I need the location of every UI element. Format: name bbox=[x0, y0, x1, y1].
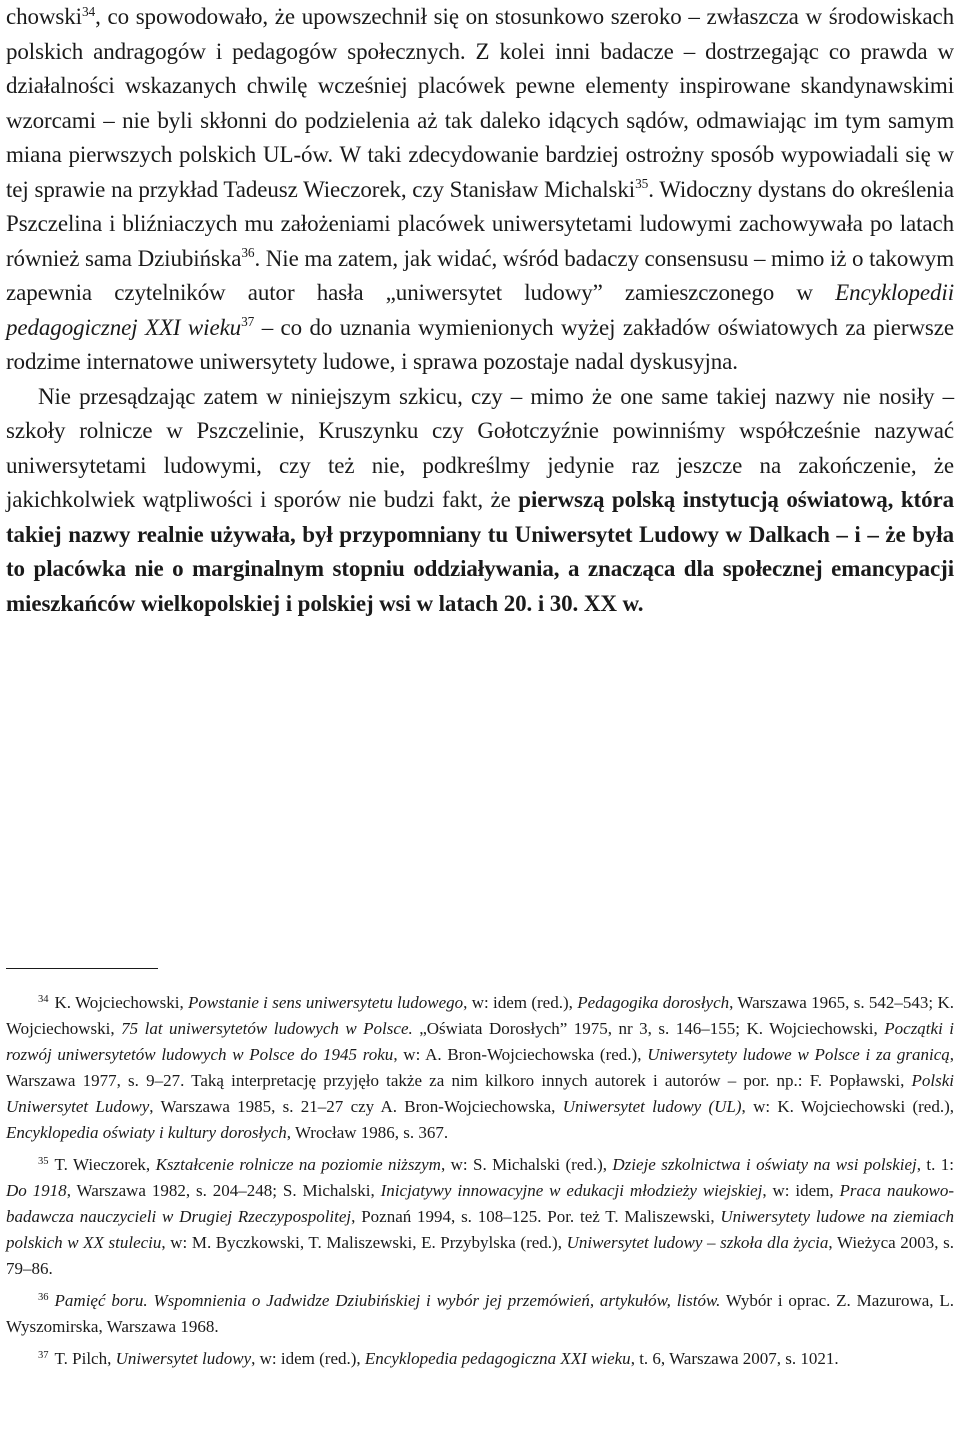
footnote-text bbox=[6, 993, 954, 1142]
text-run: Pedagogika dorosłych bbox=[577, 993, 730, 1012]
text-run: Uniwersytet ludowy (UL) bbox=[562, 1097, 742, 1116]
text-run: , Warszawa 1977, s. 9–27. Taką interpretację przyjęło także za nim kilkoro innych autorek i autorów – por. np.: F. Popławski, bbox=[6, 1045, 954, 1090]
footnote bbox=[6, 1152, 954, 1282]
text-run: , Warszawa 1982, s. 204–248; S. Michalski, bbox=[66, 1181, 381, 1200]
text-run: , Warszawa 1985, s. 21–27 czy A. Bron-Wojciechowska, bbox=[149, 1097, 563, 1116]
text-run: 75 lat uniwersytetów ludowych w Polsce. bbox=[121, 1019, 413, 1038]
text-run: , w: idem, bbox=[762, 1181, 840, 1200]
text-run: pierwszą polską instytucją oświatową, która takiej nazwy realnie używała, był przypomniany tu Uniwersytet Ludowy w Dalkach – i – że była to placówka nie o marginalnym stopniu oddziaływania, a znacząca dla społecznej emancypacji mieszkańców wielkopolskiej i polskiej wsi w latach 20. i 30. XX w. bbox=[6, 487, 955, 616]
text-run: , w: idem (red.), bbox=[251, 1349, 365, 1368]
text-run: , t. 6, Warszawa 2007, s. 1021. bbox=[630, 1349, 839, 1368]
text-run: , w: K. Wojciechowski (red.), bbox=[741, 1097, 954, 1116]
footnote-number: 36 bbox=[38, 1292, 49, 1304]
text-run: „Oświata Dorosłych” 1975, nr 3, s. 146–155; K. Wojciechowski, bbox=[412, 1019, 885, 1038]
text-run: , w: M. Byczkowski, T. Maliszewski, E. Przybylska (red.), bbox=[161, 1233, 567, 1252]
footnote-number: 37 bbox=[38, 1350, 49, 1362]
text-run: Encyklopedia pedagogiczna XXI wieku bbox=[364, 1349, 631, 1368]
text-run: Początki i rozwój uniwersytetów ludowych w Polsce do 1945 roku bbox=[6, 1019, 955, 1064]
footnotes bbox=[6, 990, 954, 1378]
text-run: , co spowodowało, że upowszechnił się on stosunkowo szeroko – zwłaszcza w środowiskach polskich andragogów i pedagogów społecznych. Z kolei inni badacze – dostrzegając co prawda w działalności wskazanych chwilę wcześniej placówek pewne elementy inspirowane skandynawskimi wzorcami – nie byli skłonni do podzielenia aż tak daleko idących sądów, odmawiając im tym samym miana pierwszych polskich UL-ów. W taki zdecydowanie bardziej ostrożny sposób wypowiadali się w tej sprawie na przykład Tadeusz Wieczorek, czy Stanisław Michalski bbox=[6, 4, 954, 202]
text-run: Uniwersytety ludowe na ziemiach polskich w XX stuleciu bbox=[6, 1207, 954, 1252]
text-run: , t. 1: bbox=[916, 1155, 955, 1174]
text-run: Nie przesądzając zatem w niniejszym szkicu, czy – mimo że one same takiej nazwy nie nosiły – szkoły rolnicze w Pszczelinie, Kruszynku czy Gołotczyźnie powinniśmy współcześnie nazywać uniwersytetami ludowymi, czy też nie, podkreślmy jedynie raz jeszcze na zakończenie, że jakichkolwiek wątpliwości i sporów nie budzi fakt, że bbox=[6, 383, 954, 512]
text-run: Encyklopedii pedagogicznej XXI wieku bbox=[6, 280, 954, 340]
text-run: , Wieżyca 2003, s. 79–86. bbox=[6, 1233, 955, 1278]
text-run: , Warszawa 1965, s. 542–543; K. Wojciechowski, bbox=[6, 993, 954, 1038]
footnote bbox=[6, 1346, 954, 1372]
text-run: Polski Uniwersytet Ludowy bbox=[6, 1071, 954, 1116]
text-run: chowski bbox=[6, 4, 82, 29]
text-run: , Poznań 1994, s. 108–125. Por. też T. Maliszewski, bbox=[351, 1207, 721, 1226]
text-run: K. Wojciechowski, bbox=[54, 993, 189, 1012]
text-run: Praca naukowo-badawcza nauczycieli w Drugiej Rzeczypospolitej bbox=[6, 1181, 955, 1226]
main-text bbox=[6, 0, 954, 621]
text-run: , w: idem (red.), bbox=[463, 993, 578, 1012]
text-run: . Nie ma zatem, jak widać, wśród badaczy consensusu – mimo iż o takowym zapewnia czytelników autor hasła „uniwersytet ludowy” zamieszczonego w bbox=[6, 245, 954, 305]
text-run: Uniwersytety ludowe w Polsce i za granicą bbox=[647, 1045, 950, 1064]
text-run: , Wrocław 1986, s. 367. bbox=[286, 1123, 449, 1142]
document-page bbox=[6, 0, 955, 1368]
text-run: Wybór i oprac. Z. Mazurowa, L. Wyszomirska, Warszawa 1968. bbox=[6, 1291, 955, 1336]
text-run: Uniwersytet ludowy bbox=[115, 1349, 252, 1368]
footnote-reference: 37 bbox=[241, 314, 255, 330]
footnote bbox=[6, 1288, 954, 1340]
paragraph bbox=[6, 380, 954, 622]
text-run: Uniwersytet ludowy – szkoła dla życia bbox=[566, 1233, 829, 1252]
footnote-number: 35 bbox=[38, 1156, 49, 1168]
text-run: Kształcenie rolnicze na poziomie niższym bbox=[155, 1155, 441, 1174]
text-run: Inicjatywy innowacyjne w edukacji młodzieży wiejskiej bbox=[380, 1181, 763, 1200]
text-run: Do 1918 bbox=[6, 1181, 67, 1200]
footnote-text bbox=[6, 1291, 954, 1336]
text-run: – co do uznania wymienionych wyżej zakładów oświatowych za pierwsze rodzime internatowe uniwersytety ludowe, i sprawa pozostaje nadal dyskusyjna. bbox=[6, 314, 955, 374]
text-run: Pamięć boru. Wspomnienia o Jadwidze Dziubińskiej i wybór jej przemówień, artykułów, listów. bbox=[54, 1291, 721, 1310]
text-run: , w: S. Michalski (red.), bbox=[440, 1155, 613, 1174]
text-run: Dzieje szkolnictwa i oświaty na wsi polskiej bbox=[612, 1155, 917, 1174]
footnote-number: 34 bbox=[38, 994, 49, 1006]
text-run: Encyklopedia oświaty i kultury dorosłych bbox=[6, 1123, 287, 1142]
paragraph bbox=[6, 0, 954, 380]
text-run: . Widoczny dystans do określenia Pszczelina i bliźniaczych mu założeniami placówek uniwersytetami ludowymi zachowywała po latach również sama Dziubińska bbox=[6, 176, 955, 271]
footnote-reference: 36 bbox=[241, 245, 255, 261]
footnote-separator bbox=[6, 968, 158, 969]
text-run: , w: A. Bron-Wojciechowska (red.), bbox=[393, 1045, 648, 1064]
text-run: T. Pilch, bbox=[54, 1349, 116, 1368]
footnote-text bbox=[55, 1349, 839, 1368]
footnote-reference: 35 bbox=[635, 176, 649, 192]
footnote-text bbox=[6, 1155, 954, 1278]
footnote-reference: 34 bbox=[81, 3, 96, 19]
footnote bbox=[6, 990, 954, 1146]
text-run: T. Wieczorek, bbox=[54, 1155, 156, 1174]
text-run: Powstanie i sens uniwersytetu ludowego bbox=[188, 993, 464, 1012]
